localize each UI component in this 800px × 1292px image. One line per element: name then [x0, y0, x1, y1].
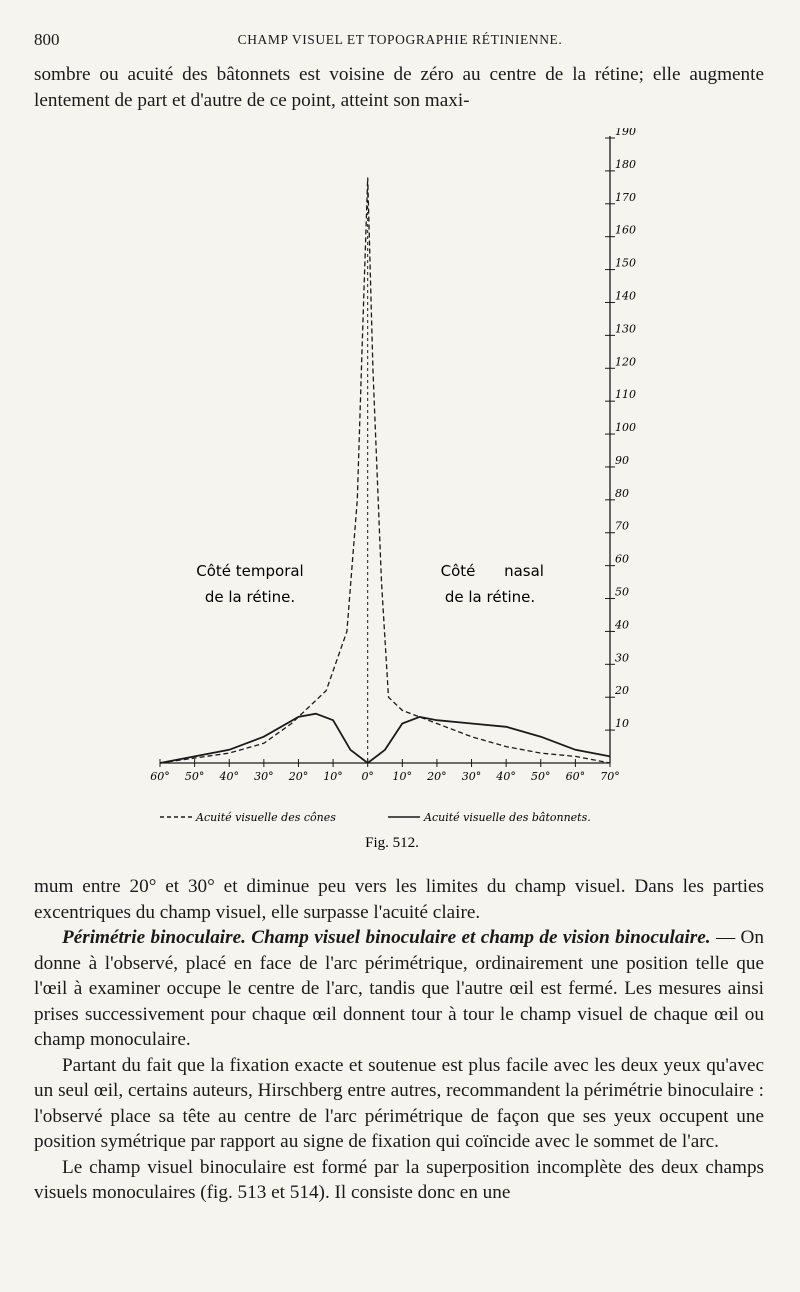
running-title: CHAMP VISUEL ET TOPOGRAPHIE RÉTINIENNE.: [237, 32, 563, 47]
y-tick-label: 120: [615, 355, 636, 369]
legend-cones-label: Acuité visuelle des cônes: [196, 811, 336, 824]
y-tick-label: 50: [615, 585, 629, 599]
y-tick-label: 190: [615, 128, 636, 138]
left-side-label-1: Côté temporal: [196, 562, 304, 580]
figure-caption: Fig. 512.: [365, 835, 419, 851]
y-tick-label: 80: [615, 486, 629, 500]
x-tick-label: 20°: [427, 770, 447, 783]
paragraph-top: [34, 62, 764, 113]
series-rods-line: [160, 714, 610, 763]
x-tick-label: 20°: [288, 770, 309, 783]
x-tick-label: 60°: [150, 770, 170, 783]
x-tick-label: 30°: [254, 770, 274, 783]
y-tick-label: 100: [615, 421, 636, 435]
page-number: 800: [34, 30, 60, 49]
left-side-label-2: de la rétine.: [204, 588, 296, 606]
chart-legend: [160, 811, 591, 824]
y-tick-label: 90: [615, 453, 629, 467]
legend-rods-label: Acuité visuelle des bâtonnets.: [424, 811, 591, 824]
y-tick-label: 110: [615, 388, 636, 402]
y-tick-label: 20: [615, 684, 629, 698]
y-tick-label: 70: [615, 519, 629, 533]
chart-annotations: [196, 562, 544, 606]
x-tick-label: 10°: [323, 770, 343, 783]
y-tick-label: 180: [615, 157, 636, 171]
y-tick-label: 130: [615, 322, 636, 336]
series-cones-line: [160, 178, 610, 764]
y-tick-label: 170: [615, 190, 636, 204]
text-bottom-p2: [34, 925, 764, 1053]
y-tick-label: 30: [615, 651, 629, 665]
right-side-label-1: Côté: [440, 562, 476, 580]
x-tick-label: 30°: [461, 770, 482, 783]
y-tick-label: 40: [615, 618, 629, 632]
chart-axes: [160, 136, 610, 763]
x-tick-label: 50°: [531, 770, 551, 783]
x-tick-label: 70°: [600, 770, 620, 783]
y-tick-label: 140: [615, 289, 636, 303]
right-side-label-3: de la rétine.: [444, 588, 536, 606]
y-tick-label: 150: [615, 256, 636, 270]
right-side-label-2: nasal: [504, 562, 544, 580]
text-bottom-p4: Le champ visuel binoculaire est formé par la superposition incomplète des deux champs visuels monoculaires (fig. 513 et 514). Il consiste donc en une: [34, 1156, 764, 1203]
text-bottom-p3: Partant du fait que la fixation exacte et soutenue est plus facile avec les deux yeux qu'avec un seul œil, certains auteurs, Hirschberg entre autres, recommandent la périmétrie binoculaire : l'observé place sa tête au centre de l'arc périmétrique de façon que ses yeux occupent une position symétrique par rapport au signe de fixation qui coïncide avec le sommet de l'arc.: [34, 1054, 764, 1152]
section-heading: Périmétrie binoculaire. Champ visuel binoculaire et champ de vision binoculaire.: [62, 927, 711, 948]
x-tick-label: 50°: [184, 770, 205, 783]
y-tick-label: 60: [615, 552, 629, 566]
x-tick-label: 40°: [496, 770, 516, 783]
chart-series: [160, 178, 610, 764]
x-tick-label: 10°: [392, 770, 413, 783]
y-tick-label: 160: [615, 223, 636, 237]
paragraph-bottom: [34, 874, 764, 1206]
x-tick-label: 40°: [219, 770, 239, 783]
x-tick-label: 60°: [565, 770, 586, 783]
chart-ticks: [150, 128, 636, 783]
figure-512: [140, 128, 660, 858]
text-bottom-p1: mum entre 20° et 30° et diminue peu vers les limites du champ visuel. Dans les parties excentriques du champ visuel, elle surpasse l'acuité claire.: [34, 876, 764, 923]
text-bottom-p2-rest: — On donne à l'observé, placé en face de l'arc périmétrique, ordinairement une position telle que l'œil à examiner occupe le centre de l'arc, tandis que l'autre œil est fermé. Les mesures ainsi prises successivement pour chaque œil donnent tour à tour le champ visuel de chaque œil ou champ monoculaire.: [34, 927, 764, 1050]
acuity-chart: [140, 128, 660, 858]
y-tick-label: 10: [615, 717, 629, 731]
x-tick-label: 0°: [361, 770, 374, 783]
text-top: sombre ou acuité des bâtonnets est voisine de zéro au centre de la rétine; elle augmente lentement de part et d'autre de ce point, atteint son maxi-: [34, 64, 764, 111]
